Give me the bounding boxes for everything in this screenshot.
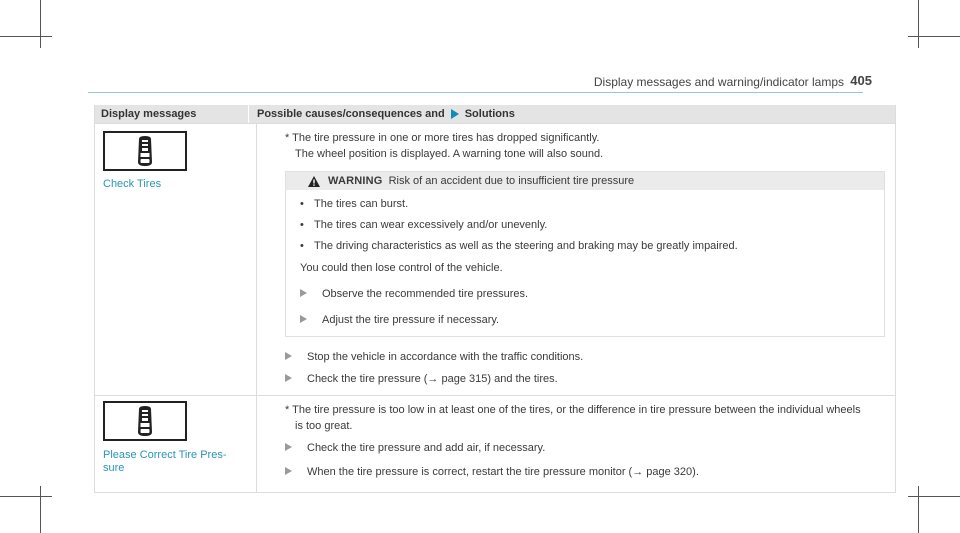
table-row [95,395,895,492]
step-text: Check the tire pressure (→ page 315) and the tires. [307,373,558,385]
col-header-causes-label: Possible causes/consequences and [257,108,445,120]
footnote-marker: * [285,404,290,416]
causes-cell [257,124,895,395]
intro-text: is too great. [295,420,353,432]
step-arrow-icon [300,312,322,328]
message-line: Please Correct Tire Pres- [103,449,227,461]
list-item [300,217,874,233]
warning-header [286,172,884,190]
list-item [300,196,874,212]
step-arrow-icon [285,371,307,387]
crop-mark [40,486,41,533]
display-message-check-tires: Check Tires [103,178,162,190]
step-arrow-icon [300,286,322,302]
page-number: 405 [850,73,872,88]
causes-cell [257,396,895,492]
running-header: Display messages and warning/indicator lamps [593,75,844,89]
col-header-causes [249,105,895,123]
warning-text: Risk of an accident due to insufficient tire pressure [388,175,635,187]
table-row [95,123,895,395]
instruction-step [300,312,874,328]
instruction-step [285,464,895,480]
crop-mark [40,0,41,48]
intro-text: The tire pressure in one or more tires has dropped significantly. [292,132,600,144]
col-header-solutions-label: Solutions [464,108,515,120]
display-message-correct-tire-pressure [103,449,256,475]
header-rule [88,92,863,93]
step-text: Adjust the tire pressure if necessary. [322,314,500,326]
instruction-step [300,286,874,302]
step-text: Stop the vehicle in accordance with the traffic conditions. [307,351,584,363]
step-text: Observe the recommended tire pressures. [322,288,529,300]
warning-triangle-icon [308,176,320,187]
step-text: When the tire pressure is correct, restart the tire pressure monitor (→ page 320). [307,466,699,478]
warning-box [285,171,885,337]
table-header [95,105,895,123]
step-arrow-icon [285,440,307,456]
crop-mark [908,36,960,37]
crop-mark [908,496,960,497]
message-cell [95,396,257,492]
list-item [300,238,874,254]
crop-mark [918,0,919,48]
intro-text: The tire pressure is too low in at least one of the tires, or the difference in tire pressure between the individual wheels [292,404,861,416]
bullet-icon: • [300,219,304,231]
bullet-text: The tires can wear excessively and/or unevenly. [314,219,548,231]
intro-text: The wheel position is displayed. A warning tone will also sound. [295,148,604,160]
crop-mark [0,496,52,497]
step-arrow-icon [285,464,307,480]
warning-body [286,190,884,336]
tire-pressure-warning-icon [103,131,187,171]
step-arrow-icon [285,349,307,365]
crop-mark [0,36,52,37]
bullet-icon: • [300,198,304,210]
instruction-step [285,371,895,387]
message-cell [95,124,257,395]
intro-paragraph [285,402,895,418]
warning-title: WARNING [328,175,383,187]
display-messages-table [94,105,896,493]
bullet-icon: • [300,240,304,252]
arrow-right-icon [451,109,459,119]
warning-note: You could then lose control of the vehicle. [300,262,503,274]
intro-paragraph [285,130,895,146]
bullet-text: The driving characteristics as well as the steering and braking may be greatly impaired. [314,240,738,252]
tire-pressure-warning-icon [103,401,187,441]
footnote-marker: * [285,132,290,144]
crop-mark [918,486,919,533]
step-text: Check the tire pressure and add air, if necessary. [307,442,546,454]
bullet-text: The tires can burst. [314,198,409,210]
message-line: sure [103,462,125,474]
instruction-step [285,349,895,365]
col-header-display-messages: Display messages [95,105,249,123]
instruction-step [285,440,895,456]
